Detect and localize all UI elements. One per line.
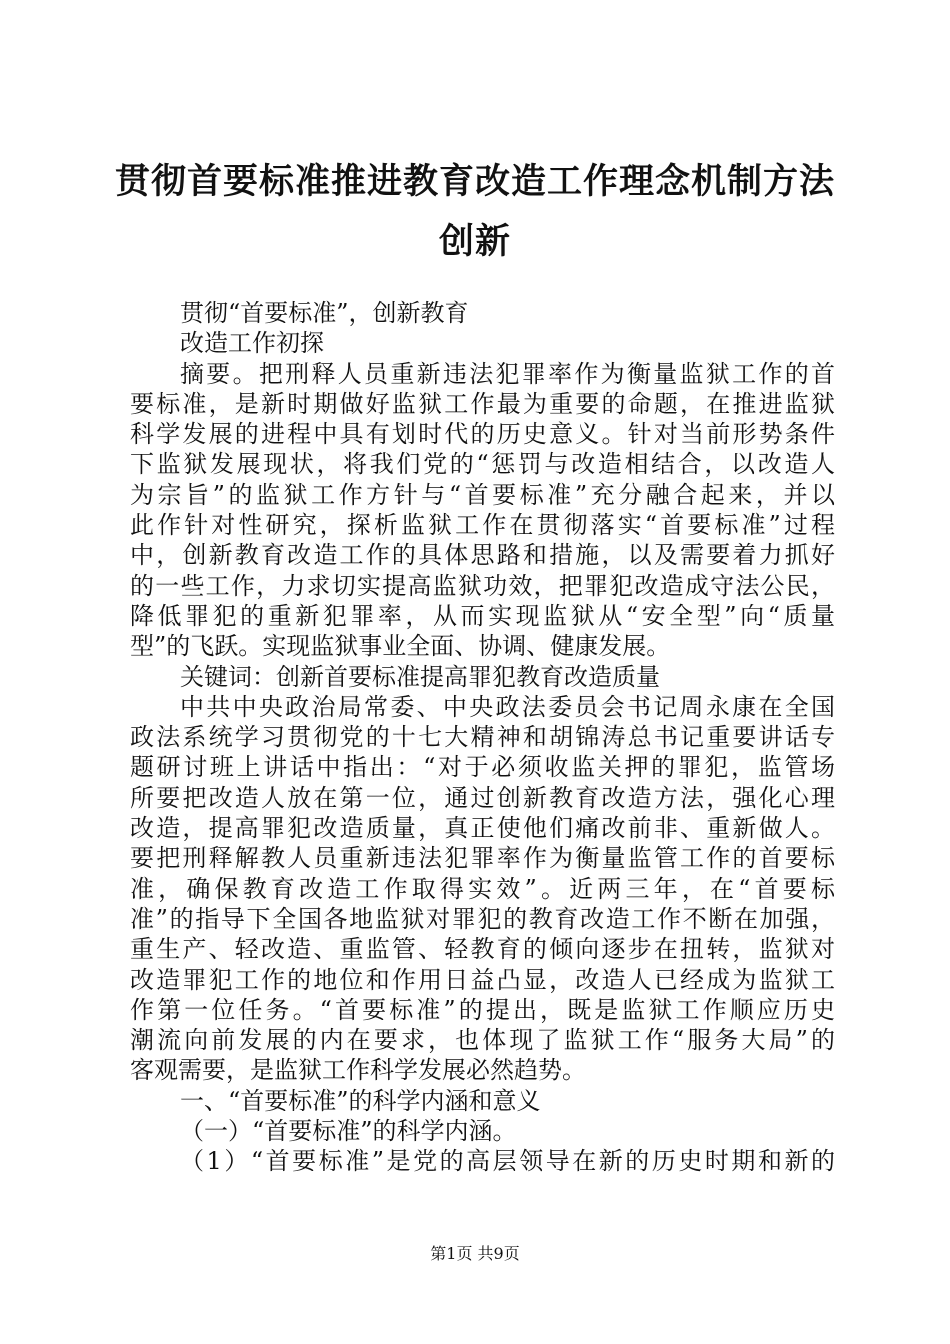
text-line: 作第一位任务。“首要标准”的提出，既是监狱工作顺应历史 [130,995,835,1024]
text-line: 改造工作初探 [180,329,324,358]
document-title-line1: 贯彻首要标准推进教育改造工作理念机制方法 [114,162,835,202]
text-line: 一、“首要标准”的科学内涵和意义 [180,1086,541,1115]
text-line: 重生产、轻改造、重监管、轻教育的倾向逐步在扭转，监狱对 [130,935,835,964]
text-line: 要标准，是新时期做好监狱工作最为重要的命题，在推进监狱 [130,389,835,418]
text-line: 客观需要，是监狱工作科学发展必然趋势。 [130,1056,586,1085]
text-line: 中，创新教育改造工作的具体思路和措施，以及需要着力抓好 [130,541,835,570]
text-line: 下监狱发展现状，将我们党的“惩罚与改造相结合，以改造人 [130,450,835,479]
page-footer: 第1页 共9页 [430,1244,520,1263]
text-line: 贯彻“首要标准”，创新教育 [180,299,469,327]
text-line: 的一些工作，力求切实提高监狱功效，把罪犯改造成守法公民， [130,571,835,600]
text-line: 改造罪犯工作的地位和作用日益凸显，改造人已经成为监狱工 [130,965,835,994]
text-line: （1）“首要标准”是党的高层领导在新的历史时期和新的 [180,1147,835,1176]
text-line: 改造，提高罪犯改造质量，真正使他们痛改前非、重新做人。 [130,814,835,843]
document-body [130,298,835,1177]
text-line: 潮流向前发展的内在要求，也体现了监狱工作“服务大局”的 [130,1026,835,1055]
text-line: 准”的指导下全国各地监狱对罪犯的教育改造工作不断在加强， [130,904,835,933]
text-line: 型”的飞跃。实现监狱事业全面、协调、健康发展。 [130,632,671,661]
text-line: （一）“首要标准”的科学内涵。 [180,1117,517,1146]
text-line: 中共中央政治局常委、中央政法委员会书记周永康在全国 [180,692,835,721]
text-line: 要把刑释解教人员重新违法犯罪率作为衡量监管工作的首要标 [130,844,835,873]
document-title-line2: 创新 [438,222,511,262]
text-line: 此作针对性研究，探析监狱工作在贯彻落实“首要标准”过程 [130,511,835,540]
text-line: 降低罪犯的重新犯罪率，从而实现监狱从“安全型”向“质量 [130,601,835,630]
text-line: 准，确保教育改造工作取得实效”。近两三年，在“首要标 [130,874,835,903]
text-line: 科学发展的进程中具有划时代的历史意义。针对当前形势条件 [130,420,835,449]
text-line: 政法系统学习贯彻党的十七大精神和胡锦涛总书记重要讲话专 [130,723,835,752]
text-line: 所要把改造人放在第一位，通过创新教育改造方法，强化心理 [130,783,835,812]
text-line: 为宗旨”的监狱工作方针与“首要标准”充分融合起来，并以 [130,480,835,509]
text-line: 摘要。把刑释人员重新违法犯罪率作为衡量监狱工作的首 [180,359,835,388]
text-line: 题研讨班上讲话中指出：“对于必须收监关押的罪犯，监管场 [130,753,835,782]
text-line: 关键词：创新首要标准提高罪犯教育改造质量 [180,662,660,691]
